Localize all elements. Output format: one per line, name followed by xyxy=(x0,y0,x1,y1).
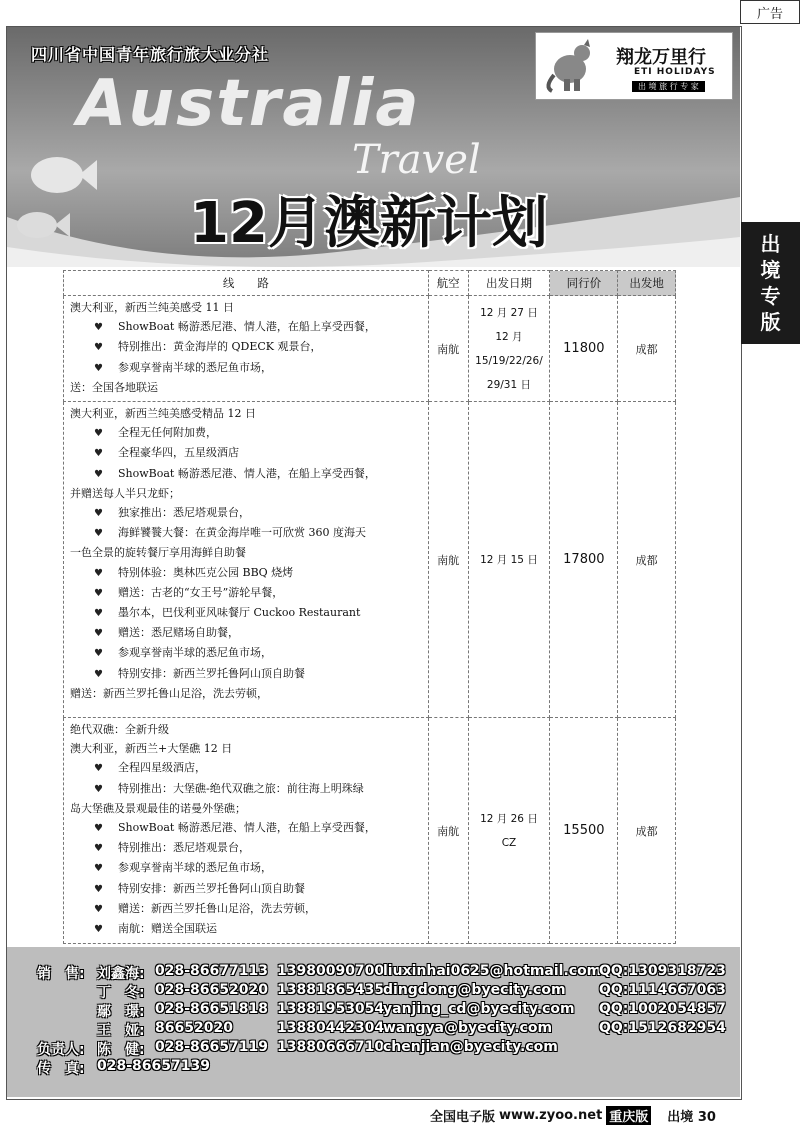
route-bullet-item: ♥ 全程四星级酒店， xyxy=(70,758,424,778)
australia-title: Australia xyxy=(77,67,421,141)
date-cell xyxy=(468,296,550,402)
contact-phone: 028-86677113 xyxy=(155,963,268,979)
fish-icon xyxy=(27,145,97,205)
airline-cell: 南航 xyxy=(428,402,468,718)
agency-name: 四川省中国青年旅行旅大业分社 xyxy=(31,45,270,64)
date-cell xyxy=(468,718,550,944)
contact-phone: 028-86652020 xyxy=(155,982,268,998)
route-line: 送：全国各地联运 xyxy=(70,380,158,394)
route-bullet-item: ♥ 特别安排：新西兰罗托鲁阿山顶自助餐 xyxy=(70,664,424,684)
section-tab-char: 出 xyxy=(760,232,781,256)
manager-mobile: 13880666710 xyxy=(277,1039,385,1055)
col-date: 出发日期 xyxy=(468,271,550,296)
route-bullet-item: ♥ 特别推出：悉尼塔观景台， xyxy=(70,838,424,858)
contact-mobile: 13980090700 xyxy=(277,963,385,979)
contact-qq: QQ:1002054857 xyxy=(599,1001,726,1017)
route-cell xyxy=(64,402,429,718)
table-row xyxy=(64,718,676,944)
contact-email: yanjing_cd@byecity.com xyxy=(383,1001,575,1017)
origin-cell: 成都 xyxy=(618,402,676,718)
contact-email: wangya@byecity.com xyxy=(383,1020,553,1036)
col-airline: 航空 xyxy=(428,271,468,296)
contact-qq: QQ:1309318723 xyxy=(599,963,726,979)
section-tab-char: 境 xyxy=(760,258,781,282)
manager-email: chenjian@byecity.com xyxy=(383,1039,558,1055)
contact-name: 鄢 璟: xyxy=(97,1004,145,1020)
route-bullet-item: ♥ 独家推出：悉尼塔观景台， xyxy=(70,503,424,523)
fax-number: 028-86657139 xyxy=(97,1058,210,1074)
route-line: 绝代双礁：全新升级 xyxy=(70,723,169,737)
route-bullet-item: ♥ ShowBoat 畅游悉尼港、情人港，在船上享受西餐， xyxy=(70,464,424,484)
date-cell xyxy=(468,402,550,718)
contact-name: 丁 冬: xyxy=(97,985,145,1001)
airline-cell: 南航 xyxy=(428,718,468,944)
route-bullet-item: ♥ ShowBoat 畅游悉尼港、情人港，在船上享受西餐， xyxy=(70,317,424,337)
price-cell: 17800 xyxy=(550,402,618,718)
ad-tag: 广告 xyxy=(740,0,800,24)
route-bullet-item: ♥ 特别推出：大堡礁-绝代双礁之旅：前往海上明珠绿 xyxy=(70,779,424,799)
contact-qq: QQ:1114667063 xyxy=(599,982,726,998)
route-cell xyxy=(64,718,429,944)
route-line: 并赠送每人半只龙虾； xyxy=(70,486,180,500)
date-line: 12 月 15 日 xyxy=(480,553,538,566)
itinerary-table xyxy=(63,270,676,944)
banner xyxy=(7,27,740,267)
route-line: 一色全景的旋转餐厅享用海鲜自助餐 xyxy=(70,546,246,560)
table-row xyxy=(64,402,676,718)
route-bullet-item: ♥ 参观享誉南半球的悉尼鱼市场， xyxy=(70,358,424,378)
contact-name: 刘鑫海: xyxy=(97,966,145,982)
logo-brand: 翔龙万里行 xyxy=(616,47,706,68)
date-line: 12 月 26 日 xyxy=(480,812,538,825)
fax-label: 传 真: xyxy=(37,1061,85,1077)
date-line: 29/31 日 xyxy=(486,378,532,391)
contact-phone: 028-86651818 xyxy=(155,1001,268,1017)
date-line: 15/19/22/26/ xyxy=(475,354,543,367)
price-cell: 15500 xyxy=(550,718,618,944)
contact-mobile: 13881953054 xyxy=(277,1001,385,1017)
date-line: CZ xyxy=(501,836,517,849)
travel-title: Travel xyxy=(352,137,481,183)
route-bullet-item: ♥ 墨尔本，巴伐利亚风味餐厅 Cuckoo Restaurant xyxy=(70,603,424,623)
route-line: 赠送：新西兰罗托鲁山足浴，洗去劳顿， xyxy=(70,686,268,700)
section-tab-char: 版 xyxy=(760,310,781,334)
route-bullet-item: ♥ 全程豪华四，五星级酒店 xyxy=(70,443,424,463)
kangaroo-icon xyxy=(542,39,602,93)
col-origin: 出发地 xyxy=(618,271,676,296)
contact-qq: QQ:1512682954 xyxy=(599,1020,726,1036)
contact-name: 王 娅: xyxy=(97,1023,145,1039)
route-cell xyxy=(64,296,429,402)
contact-email: liuxinhai0625@hotmail.com xyxy=(383,963,602,979)
footer-site: www.zyoo.net xyxy=(499,1108,603,1123)
route-bullet-item: ♥ 南航：赠送全国联运 xyxy=(70,919,424,939)
route-bullet-item: ♥ 特别安排：新西兰罗托鲁阿山顶自助餐 xyxy=(70,879,424,899)
date-line: 12 月 27 日 xyxy=(480,306,538,319)
sales-label: 销 售: xyxy=(37,966,85,982)
route-bullet-item: ♥ 全程无任何附加费， xyxy=(70,423,424,443)
fish-icon xyxy=(15,205,70,245)
route-bullet-item: ♥ 特别体验：奥林匹克公园 BBQ 烧烤 xyxy=(70,563,424,583)
company-logo xyxy=(535,32,733,100)
route-bullet-item: ♥ 特别推出：黄金海岸的 QDECK 观景台， xyxy=(70,337,424,357)
page-headline: 12月澳新计划 xyxy=(190,191,548,256)
table-row xyxy=(64,296,676,402)
col-route: 线 路 xyxy=(64,271,429,296)
route-bullet-item: ♥ 参观享誉南半球的悉尼鱼市场， xyxy=(70,858,424,878)
footer-page: 出境 30 xyxy=(667,1110,716,1125)
route-bullet-item: ♥ 参观享誉南半球的悉尼鱼市场， xyxy=(70,643,424,663)
date-line: 12 月 xyxy=(495,330,523,343)
route-bullet-item: ♥ 海鲜饕餮大餐：在黄金海岸唯一可欣赏 360 度海天 xyxy=(70,523,424,543)
footer-label: 全国电子版 xyxy=(430,1110,496,1125)
contact-block xyxy=(7,947,740,1097)
manager-phone: 028-86657119 xyxy=(155,1039,268,1055)
col-price: 同行价 xyxy=(550,271,618,296)
section-tab-char: 专 xyxy=(760,284,781,308)
price-cell: 11800 xyxy=(550,296,618,402)
contact-mobile: 13881865435 xyxy=(277,982,385,998)
airline-cell: 南航 xyxy=(428,296,468,402)
route-bullet-item: ♥ 赠送：古老的“女王号”游轮早餐， xyxy=(70,583,424,603)
manager-label: 负责人: xyxy=(37,1042,85,1058)
footer-edition: 重庆版 xyxy=(606,1106,651,1125)
section-tab xyxy=(741,222,800,344)
origin-cell: 成都 xyxy=(618,718,676,944)
contact-email: dingdong@byecity.com xyxy=(383,982,566,998)
route-bullet-item: ♥ ShowBoat 畅游悉尼港、情人港，在船上享受西餐， xyxy=(70,818,424,838)
table-header-row xyxy=(64,271,676,296)
contact-phone: 86652020 xyxy=(155,1020,233,1036)
manager-name: 陈 健: xyxy=(97,1042,145,1058)
route-line: 澳大利亚，新西兰+大堡礁 12 日 xyxy=(70,742,233,756)
footer xyxy=(430,1106,716,1125)
route-line: 澳大利亚，新西兰纯美感受 11 日 xyxy=(70,301,234,314)
route-bullet-item: ♥ 赠送：新西兰罗托鲁山足浴，洗去劳顿， xyxy=(70,899,424,919)
route-line: 澳大利亚，新西兰纯美感受精品 12 日 xyxy=(70,407,256,421)
route-bullet-item: ♥ 赠送：悉尼赌场自助餐， xyxy=(70,623,424,643)
contact-mobile: 13880442304 xyxy=(277,1020,385,1036)
route-line: 岛大堡礁及景观最佳的诺曼外堡礁； xyxy=(70,801,246,815)
origin-cell: 成都 xyxy=(618,296,676,402)
logo-slogan: 出 境 旅 行 专 家 xyxy=(632,81,705,92)
logo-eti: ETI HOLIDAYS xyxy=(634,67,716,77)
